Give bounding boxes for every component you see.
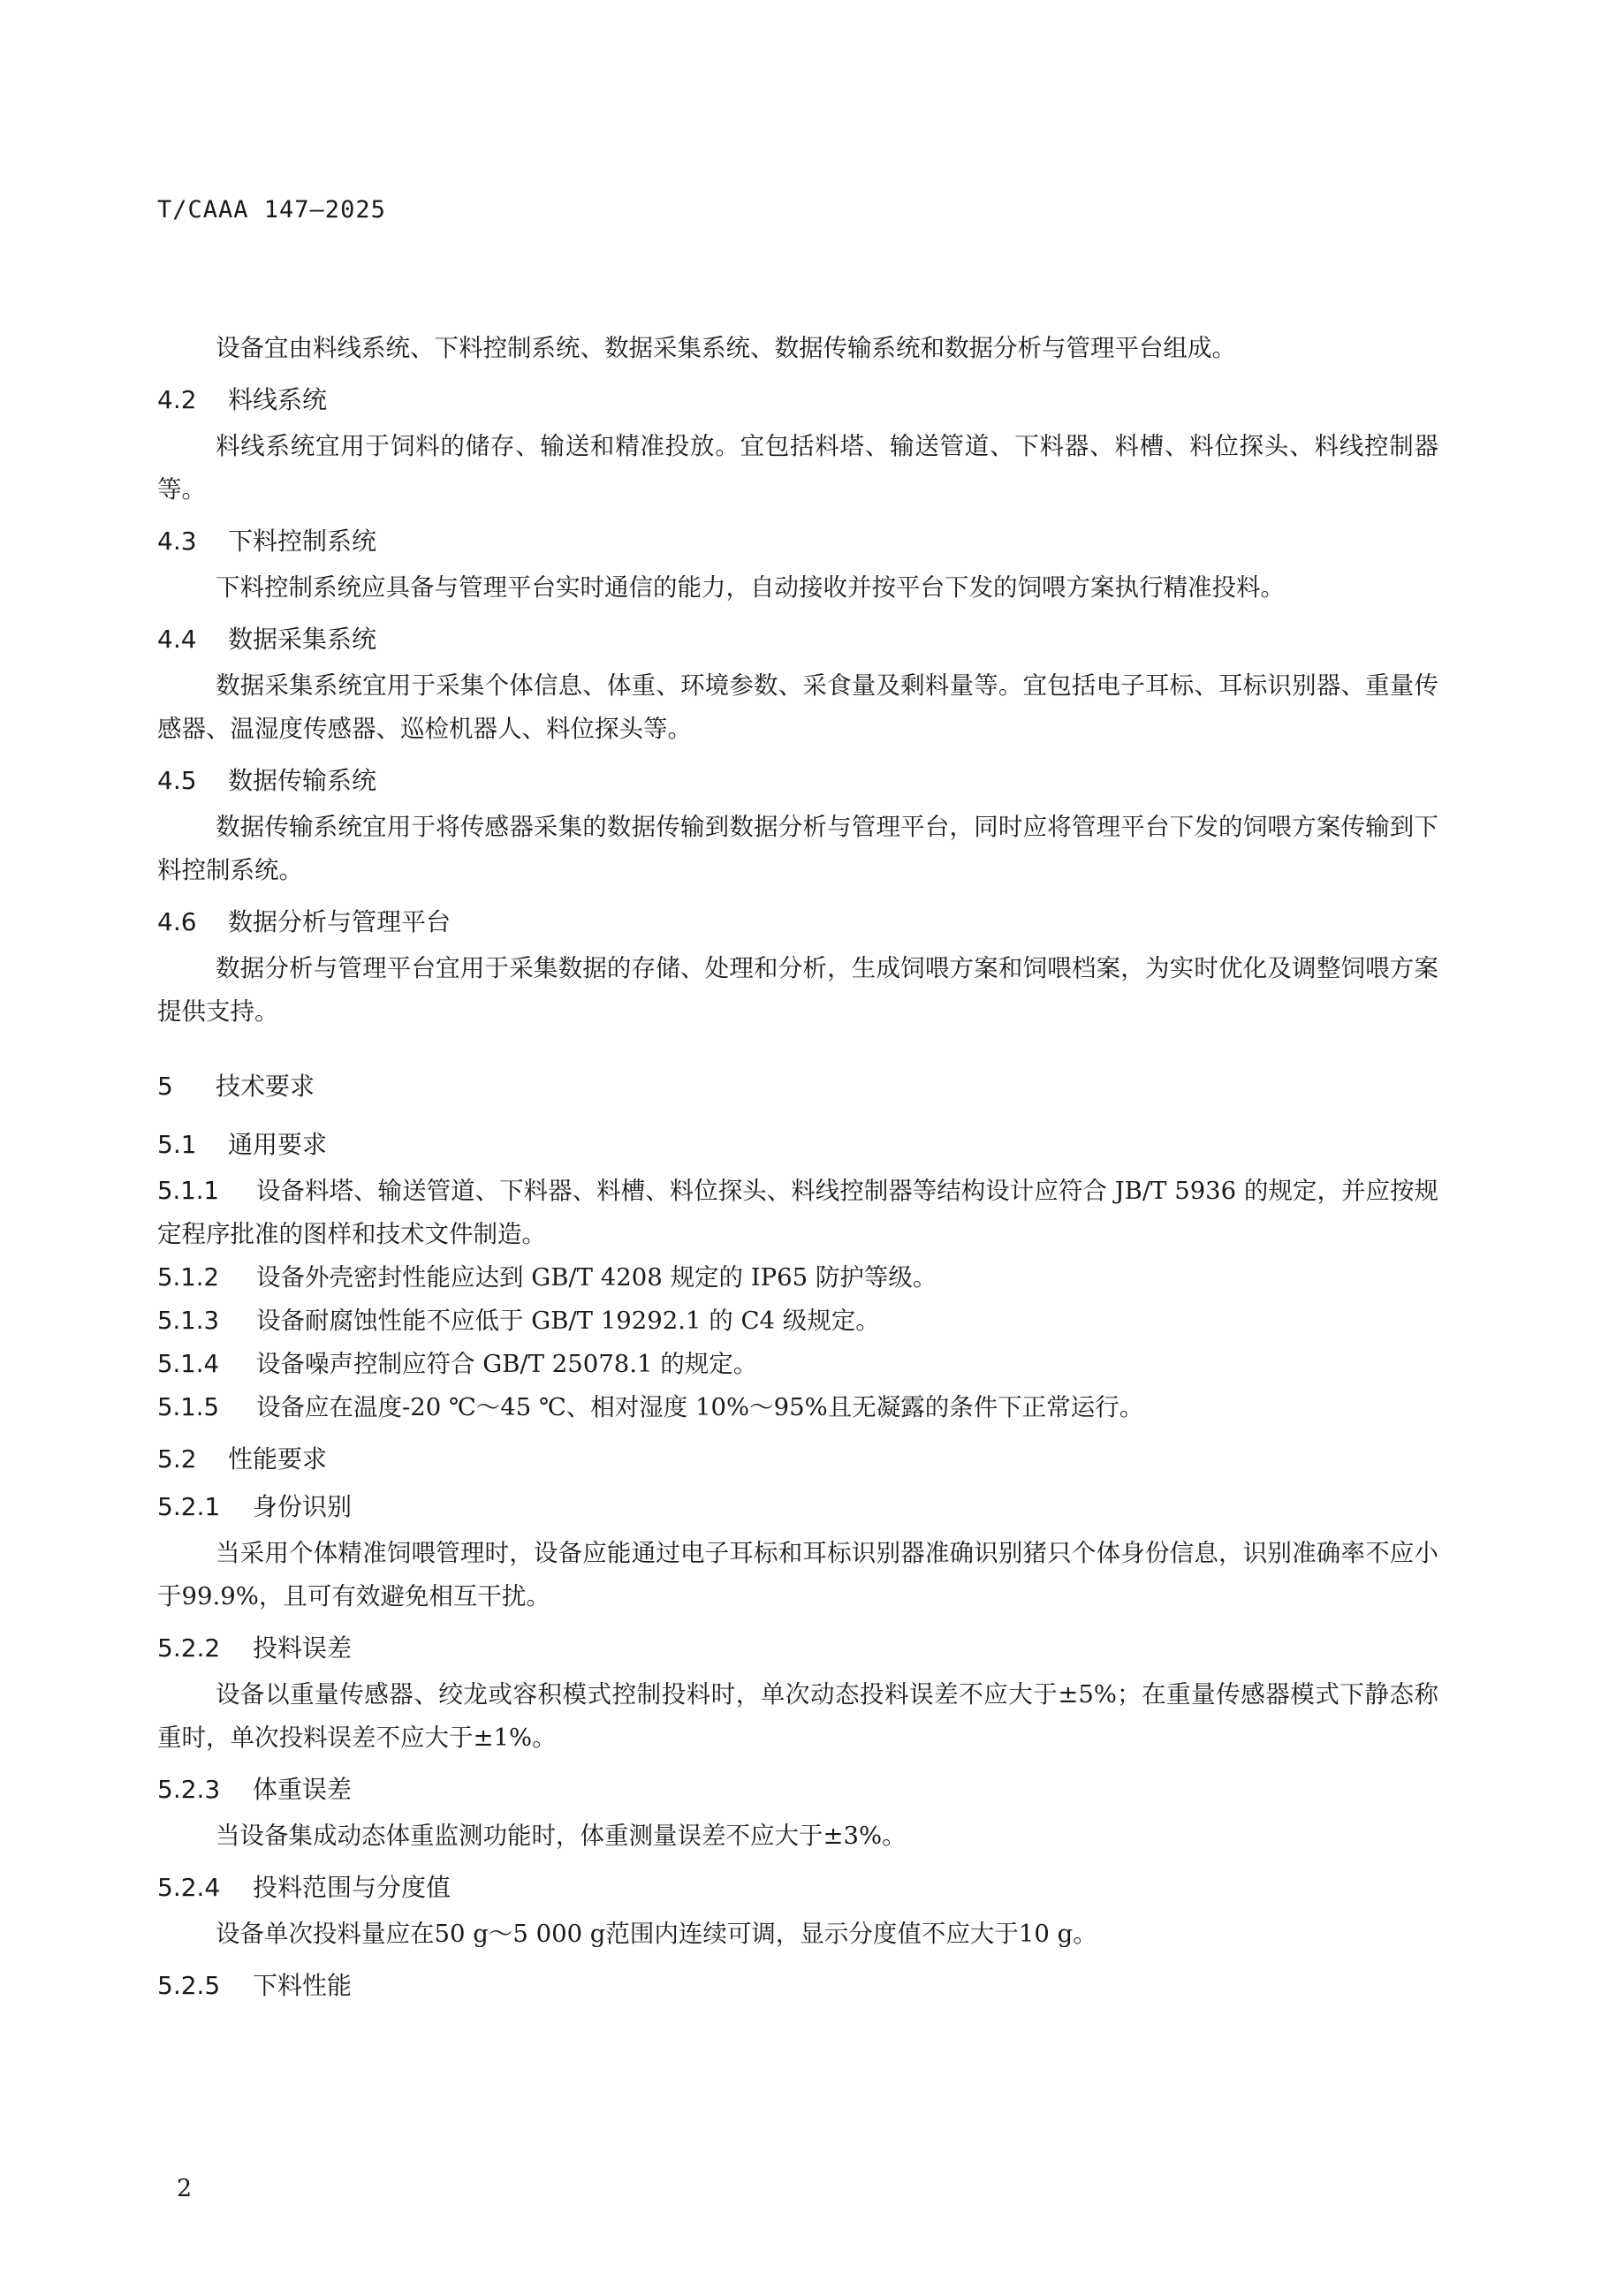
chapter-5-heading [157,1069,1438,1104]
section-5-2-heading [157,1442,1438,1477]
clause-number: 5.1.2 [157,1263,219,1292]
section-5-2-5-heading [157,1968,1438,2004]
section-title: 料线系统 [228,385,328,414]
section-4-6-heading [157,905,1438,940]
clause-text: 设备料塔、输送管道、下料器、料槽、料位探头、料线控制器等结构设计应符合 JB/T 5936 的规定，并应按规定程序批准的图样和技术文件制造。 [157,1177,1438,1248]
clause-text: 设备应在温度-20 ℃～45 ℃、相对湿度 10%～95%且无凝露的条件下正常运行。 [256,1393,1144,1421]
clause-5-1-3 [157,1300,1438,1343]
page-number: 2 [177,2175,193,2202]
clause-number: 5.1.3 [157,1307,219,1335]
clause-text: 设备耐腐蚀性能不应低于 GB/T 19292.1 的 C4 级规定。 [256,1307,880,1335]
section-4-6-text: 数据分析与管理平台宜用于采集数据的存储、处理和分析，生成饲喂方案和饲喂档案，为实时优化及调整饲喂方案提供支持。 [157,954,1438,1026]
section-number: 5.2 [157,1444,197,1474]
intro-paragraph: 设备宜由料线系统、下料控制系统、数据采集系统、数据传输系统和数据分析与管理平台组成。 [216,334,1236,362]
section-number: 4.3 [157,527,197,556]
section-4-5-heading [157,763,1438,799]
section-4-2-heading [157,383,1438,418]
clause-number: 5.1.1 [157,1177,219,1205]
section-5-2-3-heading [157,1772,1438,1807]
standard-number: T/CAAA 147—2025 [157,196,386,224]
section-5-2-4-heading [157,1870,1438,1906]
section-5-1-heading [157,1127,1438,1163]
section-5-2-1-text: 当采用个体精准饲喂管理时，设备应能通过电子耳标和耳标识别器准确识别猪只个体身份信息，识别准确率不应小于99.9%，且可有效避免相互干扰。 [157,1539,1438,1610]
clause-5-1-1 [157,1170,1438,1256]
clause-5-1-4 [157,1343,1438,1386]
section-number: 5.2.1 [157,1492,221,1521]
section-title: 数据传输系统 [228,766,377,795]
section-5-2-1-heading [157,1489,1438,1525]
section-title: 下料控制系统 [228,527,377,556]
section-number: 4.4 [157,625,197,654]
section-5-2-2-text: 设备以重量传感器、绞龙或容积模式控制投料时，单次动态投料误差不应大于±5%；在重量传感器模式下静态称重时，单次投料误差不应大于±1%。 [157,1680,1438,1752]
section-title: 下料性能 [253,1971,353,2000]
section-title: 性能要求 [228,1444,328,1474]
section-number: 4.2 [157,385,197,414]
section-title: 投料误差 [253,1633,353,1663]
section-4-5-text: 数据传输系统宜用于将传感器采集的数据传输到数据分析与管理平台，同时应将管理平台下发的饲喂方案传输到下料控制系统。 [157,813,1438,884]
section-4-3-heading [157,524,1438,559]
section-number: 5.2.2 [157,1633,221,1663]
section-5-2-4-text: 设备单次投料量应在50 g～5 000 g范围内连续可调，显示分度值不应大于10 g。 [216,1920,1097,1948]
section-title: 体重误差 [253,1775,353,1804]
chapter-number: 5 [157,1072,173,1101]
section-title: 投料范围与分度值 [253,1873,452,1902]
section-5-2-2-heading [157,1631,1438,1666]
section-title: 数据采集系统 [228,625,377,654]
clause-5-1-5 [157,1386,1438,1429]
clause-number: 5.1.5 [157,1393,219,1421]
section-title: 身份识别 [253,1492,353,1521]
section-number: 5.2.3 [157,1775,221,1804]
section-number: 4.5 [157,766,197,795]
section-4-2-text: 料线系统宜用于饲料的储存、输送和精准投放。宜包括料塔、输送管道、下料器、料槽、料位探头、料线控制器等。 [157,432,1438,504]
section-4-4-heading [157,622,1438,657]
section-title: 数据分析与管理平台 [228,907,452,936]
clause-number: 5.1.4 [157,1350,219,1378]
clause-text: 设备外壳密封性能应达到 GB/T 4208 规定的 IP65 防护等级。 [256,1263,937,1292]
document-body [157,327,1438,2011]
section-4-4-text: 数据采集系统宜用于采集个体信息、体重、环境参数、采食量及剩料量等。宜包括电子耳标、耳标识别器、重量传感器、温湿度传感器、巡检机器人、料位探头等。 [157,671,1438,743]
section-4-3-text: 下料控制系统应具备与管理平台实时通信的能力，自动接收并按平台下发的饲喂方案执行精准投料。 [216,573,1285,602]
section-title: 通用要求 [228,1130,328,1159]
section-number: 5.2.5 [157,1971,221,2000]
section-5-2-3-text: 当设备集成动态体重监测功能时，体重测量误差不应大于±3%。 [216,1822,907,1850]
section-number: 5.2.4 [157,1873,221,1902]
section-number: 4.6 [157,907,197,936]
clause-5-1-2 [157,1256,1438,1300]
clause-text: 设备噪声控制应符合 GB/T 25078.1 的规定。 [256,1350,758,1378]
chapter-title: 技术要求 [216,1072,315,1101]
section-number: 5.1 [157,1130,197,1159]
